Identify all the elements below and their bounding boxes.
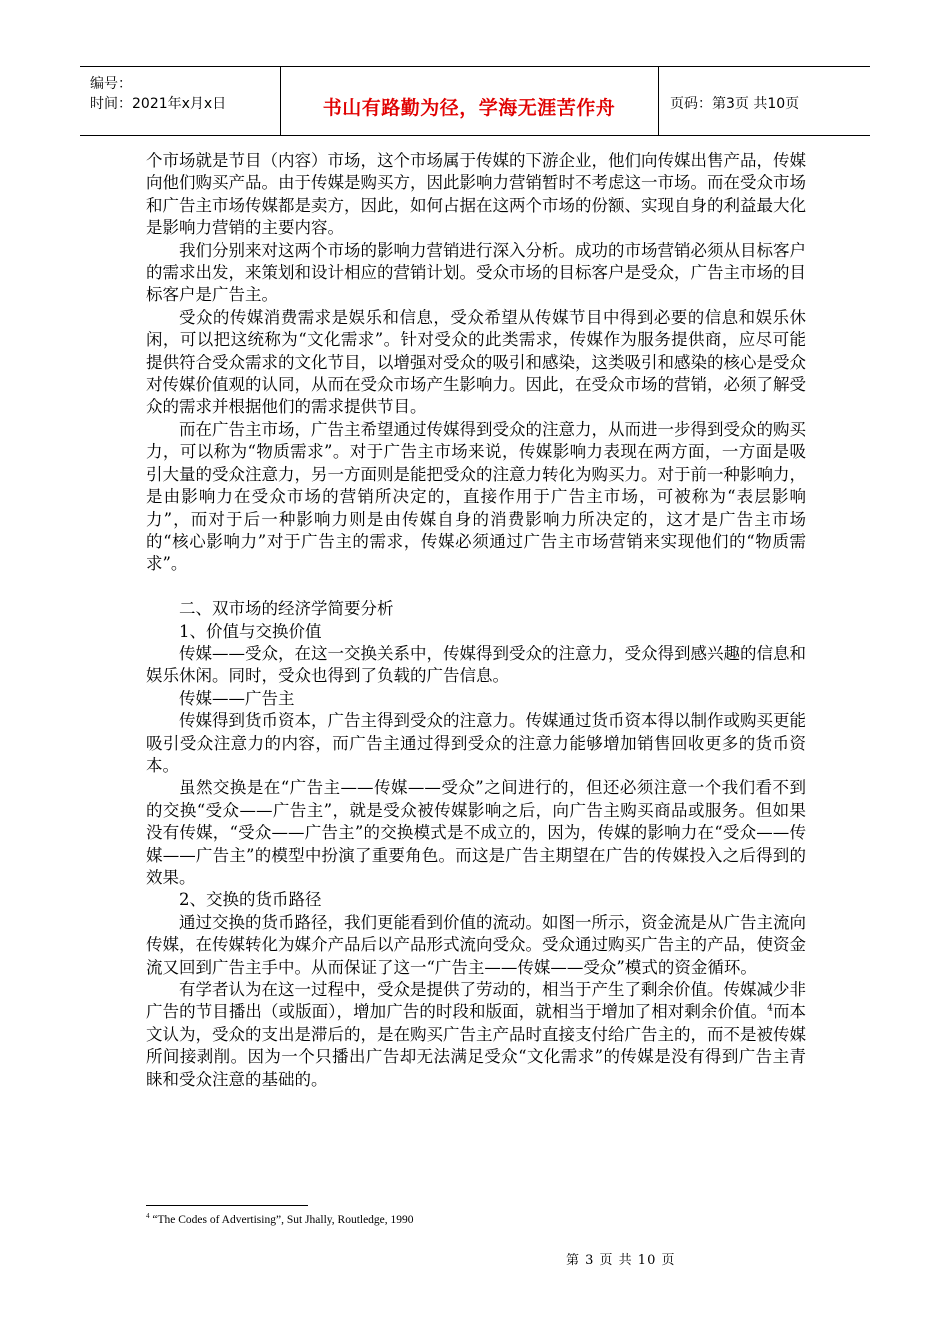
paragraph: 我们分别来对这两个市场的影响力营销进行深入分析。成功的市场营销必须从目标客户的需求出发，来策划和设计相应的营销计划。受众市场的目标客户是受众，广告主市场的目标客户是广告主。 — [146, 240, 806, 305]
paragraph: 通过交换的货币路径，我们更能看到价值的流动。如图一所示，资金流是从广告主流向传媒，在传媒转化为媒介产品后以产品形式流向受众。受众通过购买广告主的产品，使资金流又回到广告主手中。从而保证了这一“广告主——传媒——受众”模式的资金循环。 — [146, 912, 806, 977]
paragraph: 受众的传媒消费需求是娱乐和信息，受众希望从传媒节目中得到必要的信息和娱乐休闲，可以把这统称为“文化需求”。针对受众的此类需求，传媒作为服务提供商，应尽可能提供符合受众需求的文化节目，以增强对受众的吸引和感染，这类吸引和感染的核心是受众对传媒价值观的认同，从而在受众市场产生影响力。因此，在受众市场的营销，必须了解受众的需求并根据他们的需求提供节目。 — [146, 307, 806, 417]
footnote-text: “The Codes of Advertising”, Sut Jhally, Routledge, 1990 — [152, 1214, 414, 1226]
page-header — [80, 66, 870, 136]
paragraph: 传媒——受众，在这一交换关系中，传媒得到受众的注意力，受众得到感兴趣的信息和娱乐休闲。同时，受众也得到了负载的广告信息。 — [146, 643, 806, 686]
time-label: 时间：2021年x月x日 — [90, 96, 227, 112]
blank-line — [146, 576, 806, 598]
motto: 书山有路勤为径，学海无涯苦作舟 — [322, 97, 616, 119]
header-meta — [80, 67, 281, 135]
footnote-ref[interactable]: 4 — [767, 1003, 773, 1014]
paragraph: 虽然交换是在“广告主——传媒——受众”之间进行的，但还必须注意一个我们看不到的交换“受众——广告主”，就是受众被传媒影响之后，向广告主购买商品或服务。但如果没有传媒，“受众——广告主”的交换模式是不成立的，因为，传媒的影响力在“受众——传媒——广告主”的模型中扮演了重要角色。而这是广告主期望在广告的传媒投入之后得到的效果。 — [146, 778, 806, 887]
footnote-mark: 4 — [146, 1212, 150, 1221]
body-text — [146, 150, 806, 1091]
footnote-separator — [146, 1205, 308, 1206]
number-label: 编号： — [90, 76, 132, 92]
header-page-cell — [658, 67, 870, 135]
paragraph-text: 而本文认为，受众的支出是滞后的，是在购买广告主产品时直接支付给广告主的，而不是被传媒所间接剥削。因为一个只播出广告却无法满足受众“文化需求”的传媒是没有得到广告主青睐和受众注意的基础的。 — [146, 1002, 807, 1089]
paragraph: 而在广告主市场，广告主希望通过传媒得到受众的注意力，从而进一步得到受众的购买力，可以称为“物质需求”。对于广告主市场来说，传媒影响力表现在两方面，一方面是吸引大量的受众注意力，另一方面则是能把受众的注意力转化为购买力。对于前一种影响力，是由影响力在受众市场的营销所决定的，直接作用于广告主市场，可被称为“表层影响力”，而对于后一种影响力则是由传媒自身的消费影响力所决定的，这才是广告主市场的“核心影响力”对于广告主的需求，传媒必须通过广告主市场营销来实现他们的“物质需求”。 — [146, 419, 806, 574]
subsection-heading: 1、价值与交换价值 — [179, 621, 322, 641]
paragraph: 传媒得到货币资本，广告主得到受众的注意力。传媒通过货币资本得以制作或购买更能吸引受众注意力的内容，而广告主通过得到受众的注意力能够增加销售回收更多的货币资本。 — [146, 711, 806, 775]
paragraph: 个市场就是节目（内容）市场，这个市场属于传媒的下游企业，他们向传媒出售产品，传媒向他们购买产品。由于传媒是购买方，因此影响力营销暂时不考虑这一市场。而在受众市场和广告主市场传媒都是卖方，因此，如何占据在这两个市场的份额、实现自身的利益最大化是影响力营销的主要内容。 — [146, 151, 806, 238]
page-footer: 第 3 页 共 10 页 — [566, 1253, 676, 1268]
paragraph-text: 有学者认为在这一过程中，受众是提供了劳动的，相当于产生了剩余价值。传媒减少非广告的节目播出（或版面），增加广告的时段和版面，就相当于增加了相对剩余价值。 — [146, 980, 806, 1022]
paragraph — [146, 979, 806, 1091]
header-motto-cell — [280, 67, 659, 135]
footnote — [146, 1214, 414, 1226]
paragraph: 传媒——广告主 — [179, 688, 295, 708]
section-heading: 二、双市场的经济学简要分析 — [179, 599, 394, 619]
page-info: 页码：第3页 共10页 — [670, 96, 800, 112]
subsection-heading: 2、交换的货币路径 — [179, 890, 322, 910]
